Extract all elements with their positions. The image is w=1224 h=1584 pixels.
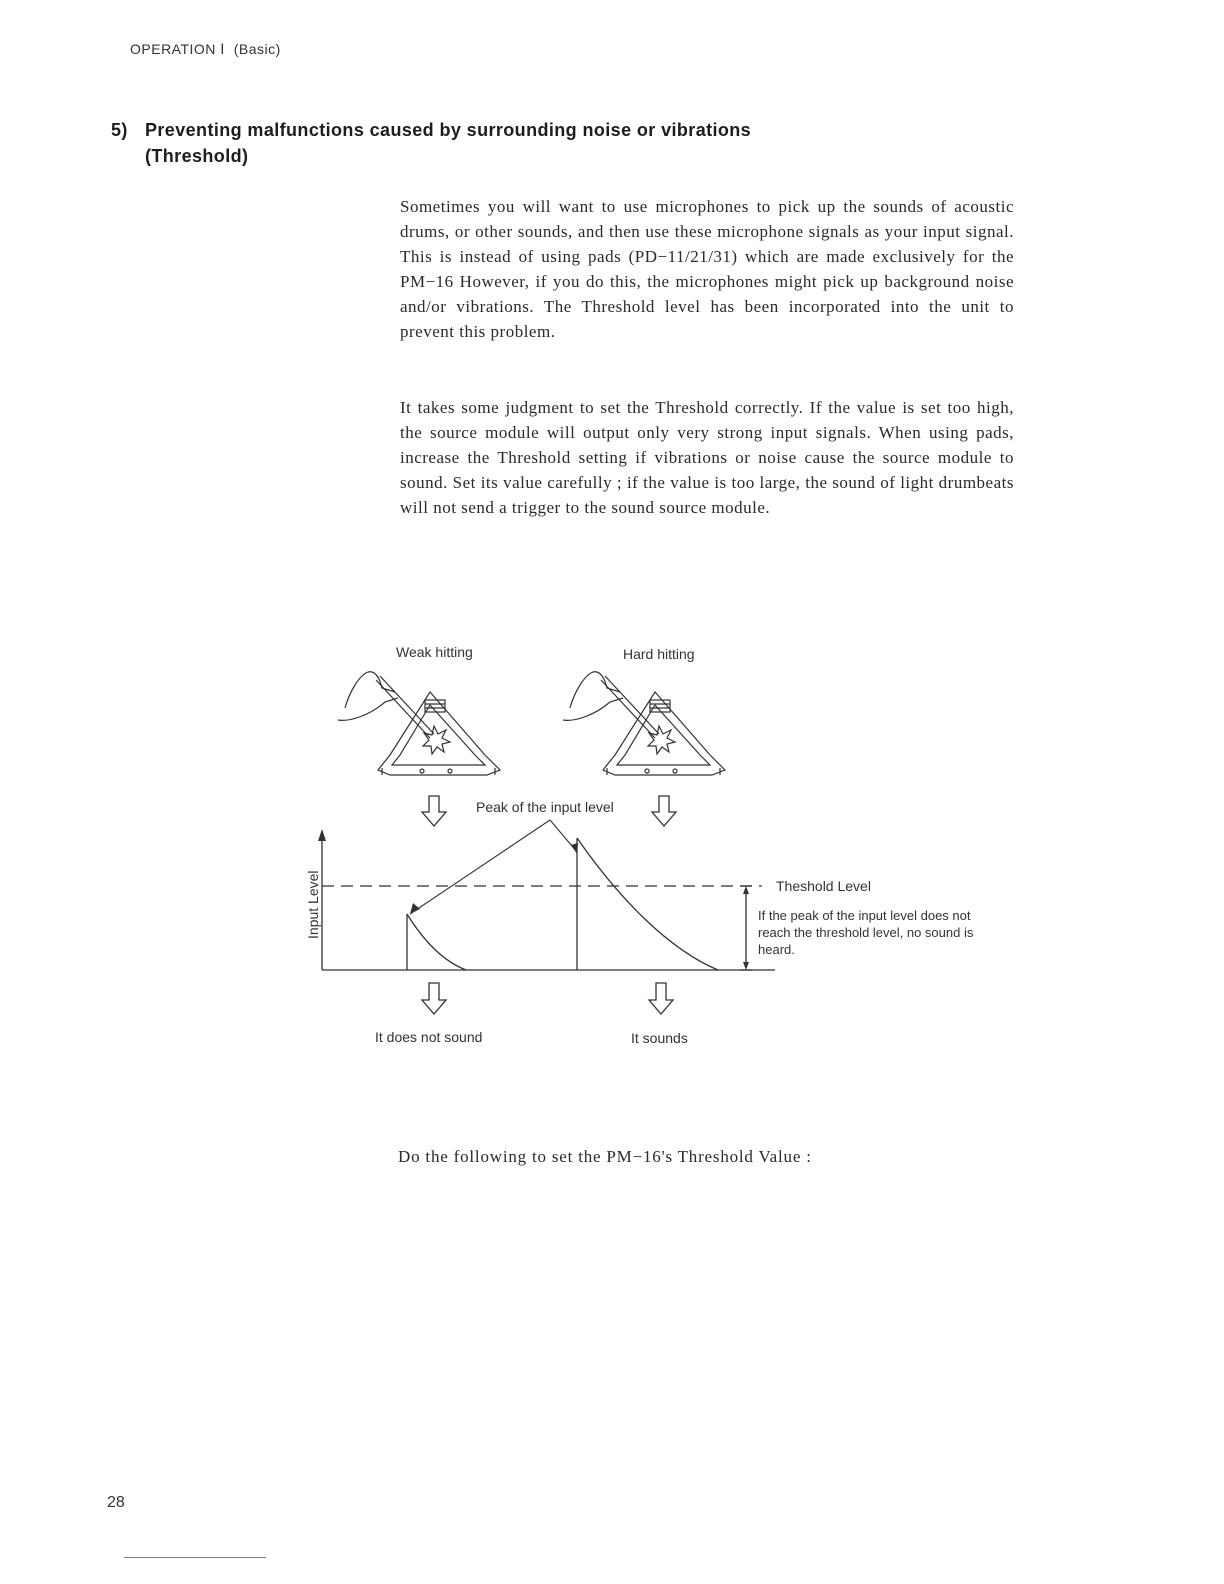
weak-signal-waveform <box>407 914 466 970</box>
paragraph-judgment: It takes some judgment to set the Threshold correctly. If the value is set too high, the source module will output only very strong input signals. When using pads, increase the Threshold setting if vibrations or noise cause the source module to sound. Set its value carefully ; if the value is too large, the sound of light drumbeats will not send a trigger to the sound source module. <box>400 398 1014 517</box>
arrowhead-icon <box>743 886 749 894</box>
sounds-label: It sounds <box>631 1030 688 1046</box>
threshold-diagram <box>290 630 1040 1060</box>
peak-callout-lines <box>410 820 577 914</box>
chart-axes <box>322 837 775 970</box>
weak-hitting-pad-illustration <box>338 672 500 775</box>
hard-signal-waveform <box>577 838 718 970</box>
y-axis-label: Input Level <box>305 870 321 939</box>
hard-hitting-label: Hard hitting <box>623 646 695 662</box>
peak-label: Peak of the input level <box>476 799 614 815</box>
note-line: reach the threshold level, no sound is <box>758 925 974 940</box>
axis-arrowhead-icon <box>318 829 326 841</box>
section-title: Preventing malfunctions caused by surrounding noise or vibrations <box>145 120 752 140</box>
down-arrow-icon <box>649 983 673 1014</box>
footer-rule <box>124 1557 266 1558</box>
closing-sentence: Do the following to set the PM−16's Threshold Value : <box>398 1147 812 1166</box>
header-section: OPERATION Ⅰ <box>130 41 225 57</box>
note-line: If the peak of the input level does not <box>758 908 971 923</box>
running-header <box>130 41 281 58</box>
section-number: 5) <box>111 120 128 140</box>
header-subtitle: (Basic) <box>233 41 281 57</box>
arrowhead-icon <box>571 843 578 854</box>
hard-hitting-pad-illustration <box>563 672 725 775</box>
arrowhead-icon <box>410 903 420 914</box>
down-arrow-icon <box>422 796 446 826</box>
paragraph-intro: Sometimes you will want to use microphones to pick up the sounds of acoustic drums, or other sounds, and then use these microphone signals as your input signal. This is instead of using pads (PD−11/21/31) which are made exclusively for the PM−16 However, if you do this, the microphones might pick up background noise and/or vibrations. The Threshold level has been incorporated into the unit to prevent this problem. <box>400 197 1014 341</box>
threshold-gap-indicator <box>740 886 752 970</box>
weak-hitting-label: Weak hitting <box>396 644 473 660</box>
down-arrow-icon <box>422 983 446 1014</box>
section-heading <box>111 117 751 169</box>
no-sound-label: It does not sound <box>375 1029 483 1045</box>
note-line: heard. <box>758 942 795 957</box>
threshold-label: Theshold Level <box>776 878 871 894</box>
section-subtitle: (Threshold) <box>145 146 249 166</box>
page-number: 28 <box>107 1494 125 1511</box>
arrowhead-icon <box>743 962 749 970</box>
down-arrow-icon <box>652 796 676 826</box>
